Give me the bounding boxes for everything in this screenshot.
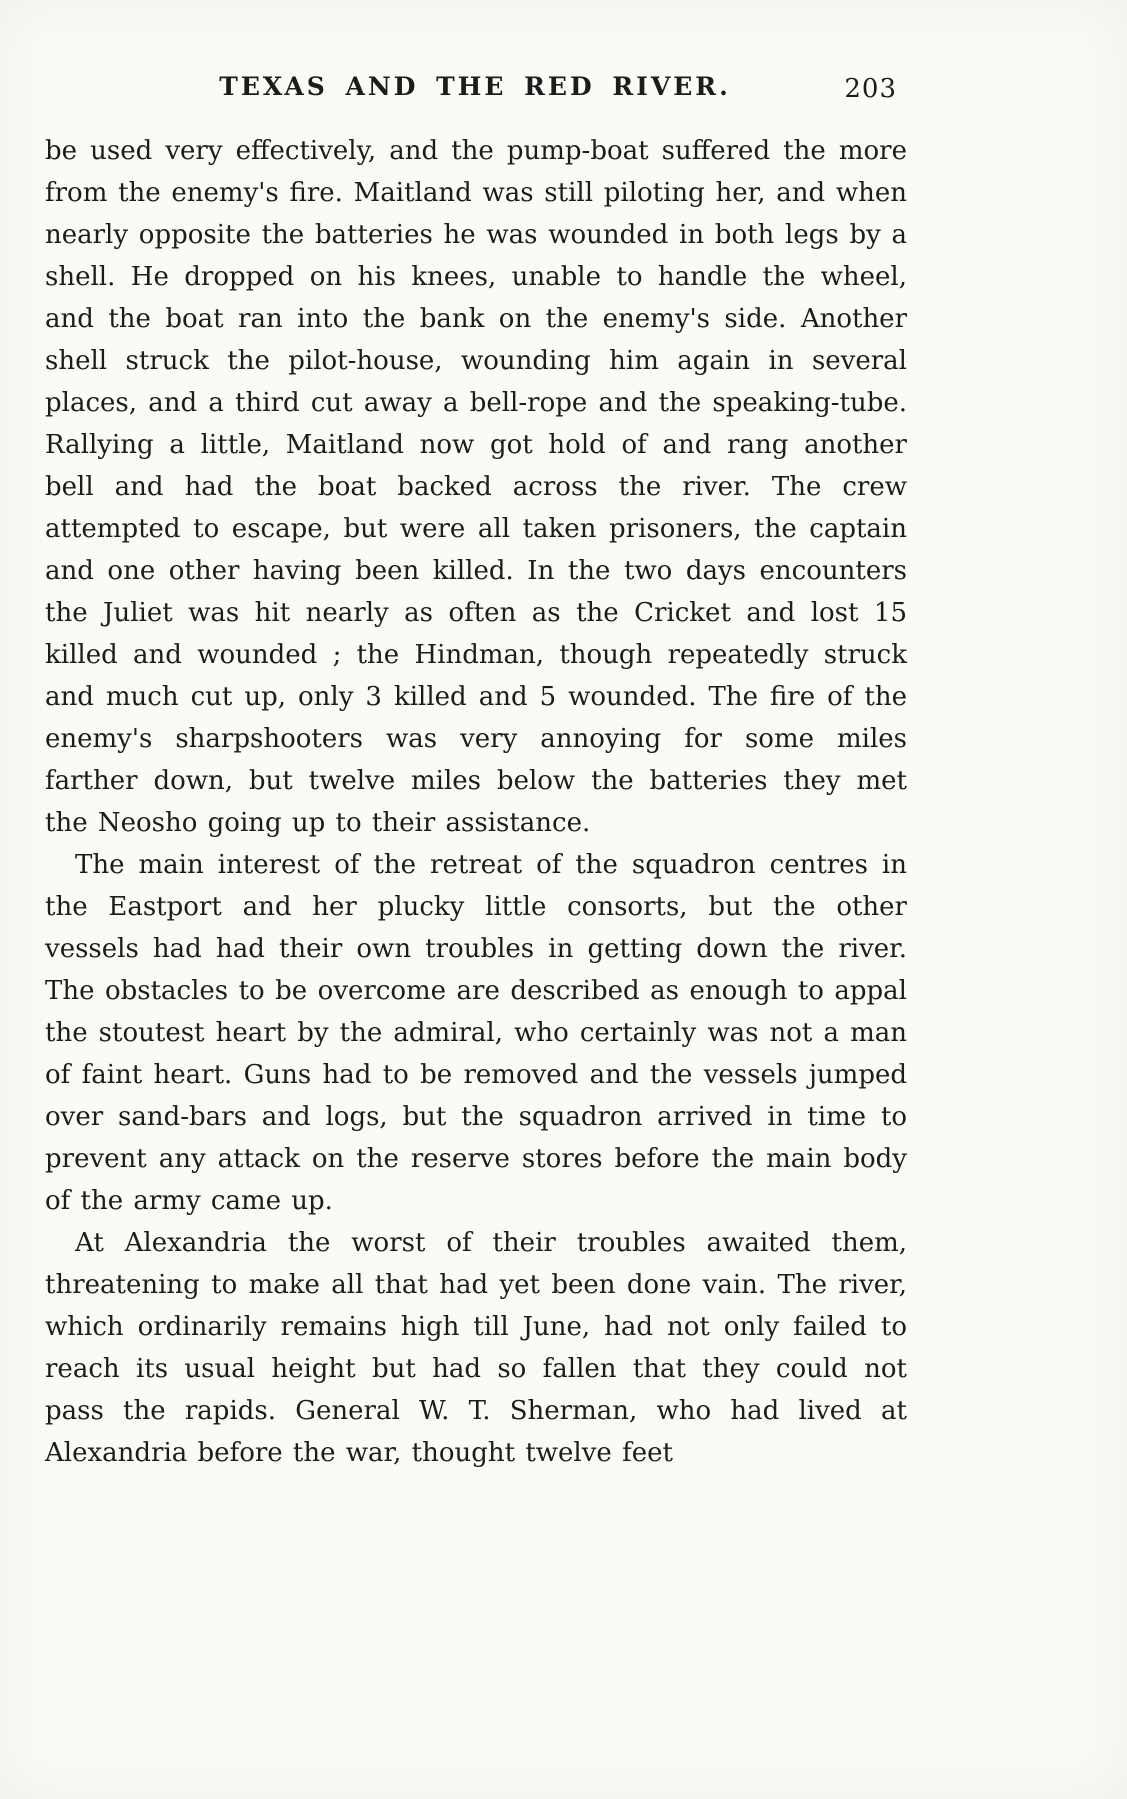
running-header-title: TEXAS AND THE RED RIVER. bbox=[219, 72, 731, 101]
paragraph: The main interest of the retreat of the squadron centres in the Eastport and her plucky little consorts, but the other vessels had had their own troubles in getting down the river. The obstacles to be overcome are described as enough to appal the stoutest heart by the admiral, who certainly was not a man of faint heart. Guns had to be removed and the vessels jumped over sand-bars and logs, but the squadron arrived in time to prevent any attack on the reserve stores before the main body of the army came up. bbox=[45, 850, 907, 1216]
body-text bbox=[45, 130, 907, 1474]
paragraph: At Alexandria the worst of their troubles awaited them, threatening to make all that had yet been done vain. The river, which ordinarily remains high till June, had not only failed to reach its usual height but had so fallen that they could not pass the rapids. General W. T. Sherman, who had lived at Alexandria before the war, thought twelve feet bbox=[45, 1228, 907, 1468]
paragraph-continuation: be used very effectively, and the pump-boat suffered the more from the enemy's fire. Maitland was still piloting her, and when nearly opposite the batteries he was wounded in both legs by a shell. He dropped on his knees, unable to handle the wheel, and the boat ran into the bank on the enemy's side. Another shell struck the pilot-house, wounding him again in several places, and a third cut away a bell-rope and the speaking-tube. Rallying a little, Maitland now got hold of and rang another bell and had the boat backed across the river. The crew attempted to escape, but were all taken prisoners, the captain and one other having been killed. In the two days encounters the Juliet was hit nearly as often as the Cricket and lost 15 killed and wounded ; the Hindman, though repeatedly struck and much cut up, only 3 killed and 5 wounded. The fire of the enemy's sharpshooters was very annoying for some miles farther down, but twelve miles below the batteries they met the Neosho going up to their assistance. bbox=[45, 136, 907, 838]
running-header bbox=[45, 72, 905, 112]
page-number: 203 bbox=[844, 74, 897, 104]
